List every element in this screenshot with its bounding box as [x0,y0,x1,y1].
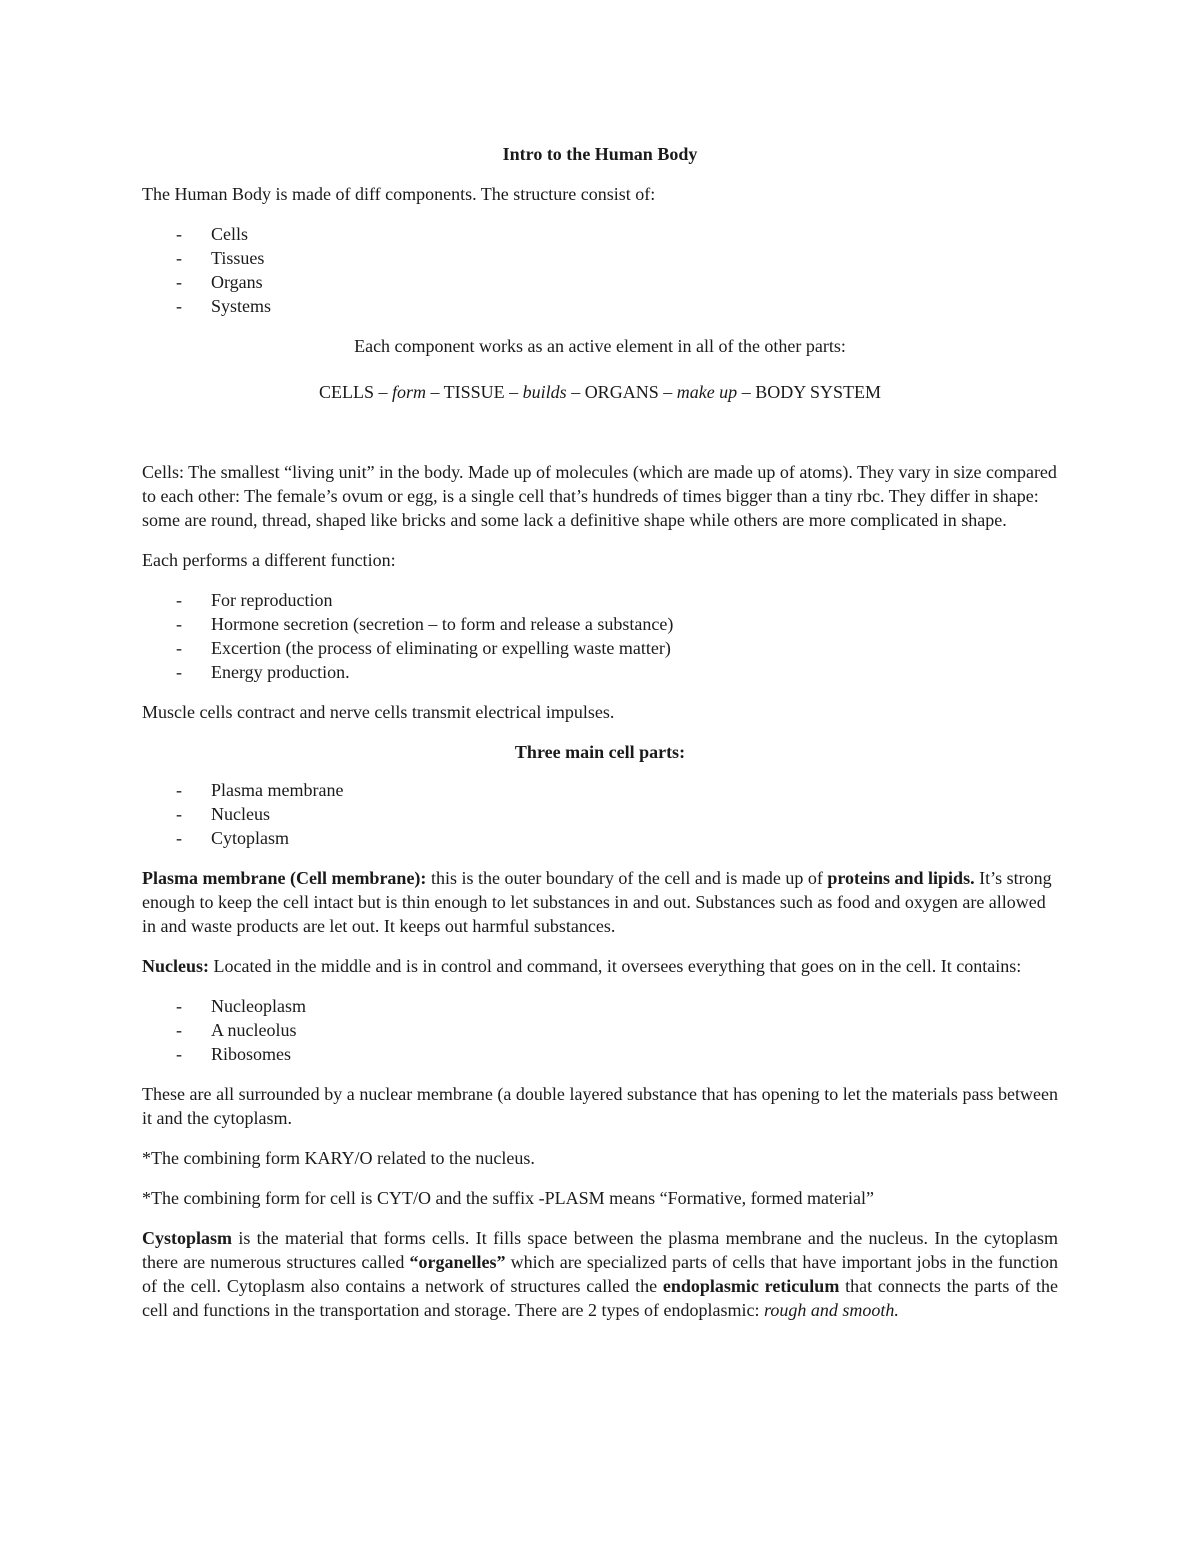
dash-bullet: - [176,1020,182,1040]
list-item: - Ribosomes [176,1044,292,1064]
dash-bullet: - [176,248,182,268]
dash-bullet: - [176,780,182,800]
nucleus-list [142,994,1058,1066]
list-item: - Energy production. [176,662,350,682]
nuclear-membrane-paragraph: These are all surrounded by a nuclear membrane (a double layered substance that has opening to let the materials pass between it and the cytoplasm. [142,1084,1058,1128]
dash-bullet: - [176,996,182,1016]
dash-bullet: - [176,272,182,292]
dash-bullet: - [176,224,182,244]
kary-note: *The combining form KARY/O related to the nucleus. [142,1148,535,1168]
list-item: - Systems [176,296,272,316]
list-item: - A nucleolus [176,1020,297,1040]
each-component-text: Each component works as an active element in all of the other parts: [354,336,846,356]
function-list [142,588,1058,684]
cells-paragraph: Cells: The smallest “living unit” in the body. Made up of molecules (which are made up of atoms). They vary in size compared to each other: The female’s ovum or egg, is a single cell that’s hundreds of times bigger than a tiny rbc. They differ in shape: some are round, thread, shaped like bricks and some lack a definitive shape while others are more complicated in shape. [142,462,1057,530]
intro-text: The Human Body is made of diff components. The structure consist of: [142,184,656,204]
structure-list [142,222,1058,318]
list-item: - Cells [176,224,249,244]
dash-bullet: - [176,828,182,848]
dash-bullet: - [176,590,182,610]
body-hierarchy-flow: CELLS – form – TISSUE – builds – ORGANS – make up – BODY SYSTEM [318,382,882,402]
cytoplasm-paragraph: Cystoplasm is the material that forms cells. It fills space between the plasma membrane and the nucleus. In the cytoplasm there are numerous structures called “organelles” which are specialized parts of cells that have important jobs in the function of the cell. Cytoplasm also contains a network of structures called the endoplasmic reticulum that connects the parts of the cell and functions in the transportation and storage. There are 2 types of endoplasmic: rough and smooth. [142,1228,1059,1320]
dash-bullet: - [176,662,182,682]
page-title: Intro to the Human Body [502,144,698,164]
dash-bullet: - [176,296,182,316]
list-item: - Nucleus [176,804,270,824]
dash-bullet: - [176,638,182,658]
cell-parts-list [142,778,1058,850]
dash-bullet: - [176,614,182,634]
plasma-membrane-paragraph: Plasma membrane (Cell membrane): this is the outer boundary of the cell and is made up of proteins and lipids. It’s strong enough to keep the cell intact but is thin enough to let substances in and out. Substances such as food and oxygen are allowed in and waste products are let out. It keeps out harmful substances. [142,868,1052,936]
list-item: - Tissues [176,248,265,268]
list-item: - Nucleoplasm [176,996,306,1016]
dash-bullet: - [176,804,182,824]
list-item: - Plasma membrane [176,780,344,800]
list-item: - Hormone secretion (secretion – to form and release a substance) [176,614,674,634]
dash-bullet: - [176,1044,182,1064]
cyt-note: *The combining form for cell is CYT/O and the suffix -PLASM means “Formative, formed material” [142,1188,874,1208]
list-item: - Cytoplasm [176,828,290,848]
list-item: - Excertion (the process of eliminating or expelling waste matter) [176,638,671,658]
nucleus-paragraph: Nucleus: Located in the middle and is in control and command, it oversees everything that goes on in the cell. It contains: [142,956,1022,976]
muscle-cells-text: Muscle cells contract and nerve cells transmit electrical impulses. [142,702,615,722]
list-item: - Organs [176,272,263,292]
section-heading: Three main cell parts: [514,742,686,762]
each-performs-text: Each performs a different function: [142,550,396,570]
list-item: - For reproduction [176,590,333,610]
